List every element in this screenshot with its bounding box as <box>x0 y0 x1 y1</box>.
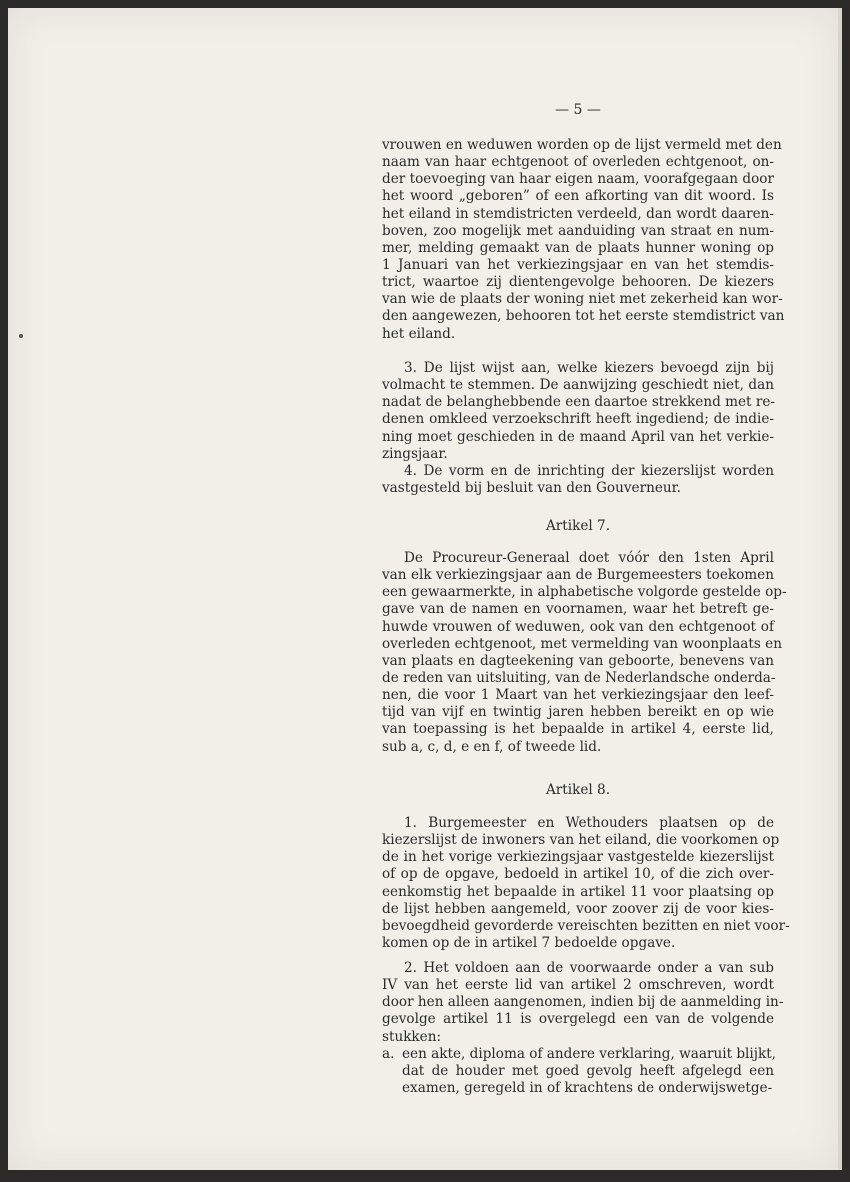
text-line: van plaats en dagteekening van geboorte, benevens van <box>382 652 774 669</box>
text-line: huwde vrouwen of weduwen, ook van den echtgenoot of <box>382 618 774 635</box>
text-line: boven, zoo mogelijk met aanduiding van straat en num- <box>382 222 774 239</box>
page-number: — 5 — <box>555 102 601 118</box>
text-line: de lijst hebben aangemeld, voor zoover zij de voor kies- <box>382 900 774 917</box>
text-line: nadat de belanghebbende een daartoe strekkend met re- <box>382 394 775 411</box>
text-line: het eiland. <box>382 325 456 342</box>
text-line: overleden echtgenoot, met vermelding van woonplaats en <box>382 635 782 652</box>
text-line: of op de opgave, bedoeld in artikel 10, of die zich over- <box>382 866 774 883</box>
paragraph-intro <box>382 137 785 343</box>
text-line: zingsjaar. <box>382 445 448 462</box>
item-a-text <box>402 1046 774 1097</box>
text-line: kiezerslijst de inwoners van het eiland, die voorkomen op <box>382 832 780 849</box>
text-line: volmacht te stemmen. De aanwijzing geschiedt niet, dan <box>382 377 774 394</box>
text-line: nen, die voor 1 Maart van het verkiezingsjaar den leef- <box>382 687 774 704</box>
text-line: denen omkleed verzoekschrift heeft ingediend; de indie- <box>382 411 774 428</box>
paragraph-3 <box>382 360 774 463</box>
paragraph-artikel-8-lid-2 <box>382 960 784 1046</box>
text-line: van wie de plaats der woning niet met zekerheid kan wor- <box>382 291 783 308</box>
text-line: 1 Januari van het verkiezingsjaar en van het stemdis- <box>382 256 774 273</box>
text-line: der toevoeging van haar eigen naam, voorafgegaan door <box>382 171 774 188</box>
heading-artikel-7: Artikel 7. <box>545 518 611 534</box>
text-line: 4. De vorm en de inrichting der kiezerslijst worden <box>404 463 774 479</box>
text-line: tijd van vijf en twintig jaren hebben bereikt en op wie <box>382 704 774 721</box>
paragraph-artikel-8-lid-1 <box>382 815 790 952</box>
text-line: een akte, diploma of andere verklaring, waaruit blijkt, <box>402 1046 776 1062</box>
text-line: IV van het eerste lid van artikel 2 omschreven, wordt <box>382 977 774 994</box>
text-line: 1. Burgemeester en Wethouders plaatsen op de <box>404 815 774 831</box>
item-a-label: a. <box>382 1046 395 1062</box>
paragraph-artikel-7 <box>382 550 787 756</box>
margin-dot <box>19 334 23 338</box>
text-line: De Procureur-Generaal doet vóór den 1sten April <box>404 550 774 566</box>
text-line: de in het vorige verkiezingsjaar vastgestelde kiezerslijst <box>382 849 774 866</box>
text-line: mer, melding gemaakt van de plaats hunner woning op <box>382 239 774 256</box>
heading-artikel-8: Artikel 8. <box>545 782 611 798</box>
text-line: stukken: <box>382 1028 442 1045</box>
text-line: sub a, c, d, e en f, of tweede lid. <box>382 738 602 755</box>
text-line: het woord „geboren” of een afkorting van dit woord. Is <box>382 188 774 205</box>
text-line: naam van haar echtgenoot of overleden echtgenoot, on- <box>382 154 774 171</box>
text-line: ning moet geschieden in de maand April van het verkie- <box>382 428 774 445</box>
text-line: eenkomstig het bepaalde in artikel 11 voor plaatsing op <box>382 883 774 900</box>
text-line: 2. Het voldoen aan de voorwaarde onder a van sub <box>404 960 774 976</box>
text-line: het eiland in stemdistricten verdeeld, dan wordt daaren- <box>382 205 774 222</box>
page-edge <box>838 8 842 1170</box>
paragraph-4 <box>382 463 774 497</box>
text-line: dat de houder met goed gevolg heeft afgelegd een <box>402 1063 774 1080</box>
text-line: vastgesteld bij besluit van den Gouverneur. <box>382 480 681 497</box>
text-line: examen, geregeld in of krachtens de onderwijswetge- <box>402 1080 773 1097</box>
text-line: de reden van uitsluiting, van de Nederlandsche onderda- <box>382 669 776 686</box>
text-line: bevoegdheid gevorderde vereischten bezitten en niet voor- <box>382 917 790 934</box>
text-line: den aangewezen, behooren tot het eerste stemdistrict van <box>382 308 785 325</box>
text-line: gevolge artikel 11 is overgelegd een van de volgende <box>382 1011 774 1028</box>
text-line: trict, waartoe zij dientengevolge behooren. De kiezers <box>382 274 774 291</box>
text-line: van toepassing is het bepaalde in artikel 4, eerste lid, <box>382 721 774 738</box>
text-line: komen op de in artikel 7 bedoelde opgave. <box>382 934 676 951</box>
text-line: van elk verkiezingsjaar aan de Burgemeesters toekomen <box>382 567 774 584</box>
text-line: 3. De lijst wijst aan, welke kiezers bevoegd zijn bij <box>404 360 774 376</box>
text-line: gave van de namen en voornamen, waar het betreft ge- <box>382 601 774 618</box>
text-line: een gewaarmerkte, in alphabetische volgorde gestelde op- <box>382 584 787 601</box>
text-line: door hen alleen aangenomen, indien bij de aanmelding in- <box>382 994 784 1011</box>
text-line: vrouwen en weduwen worden op de lijst vermeld met den <box>382 137 782 153</box>
